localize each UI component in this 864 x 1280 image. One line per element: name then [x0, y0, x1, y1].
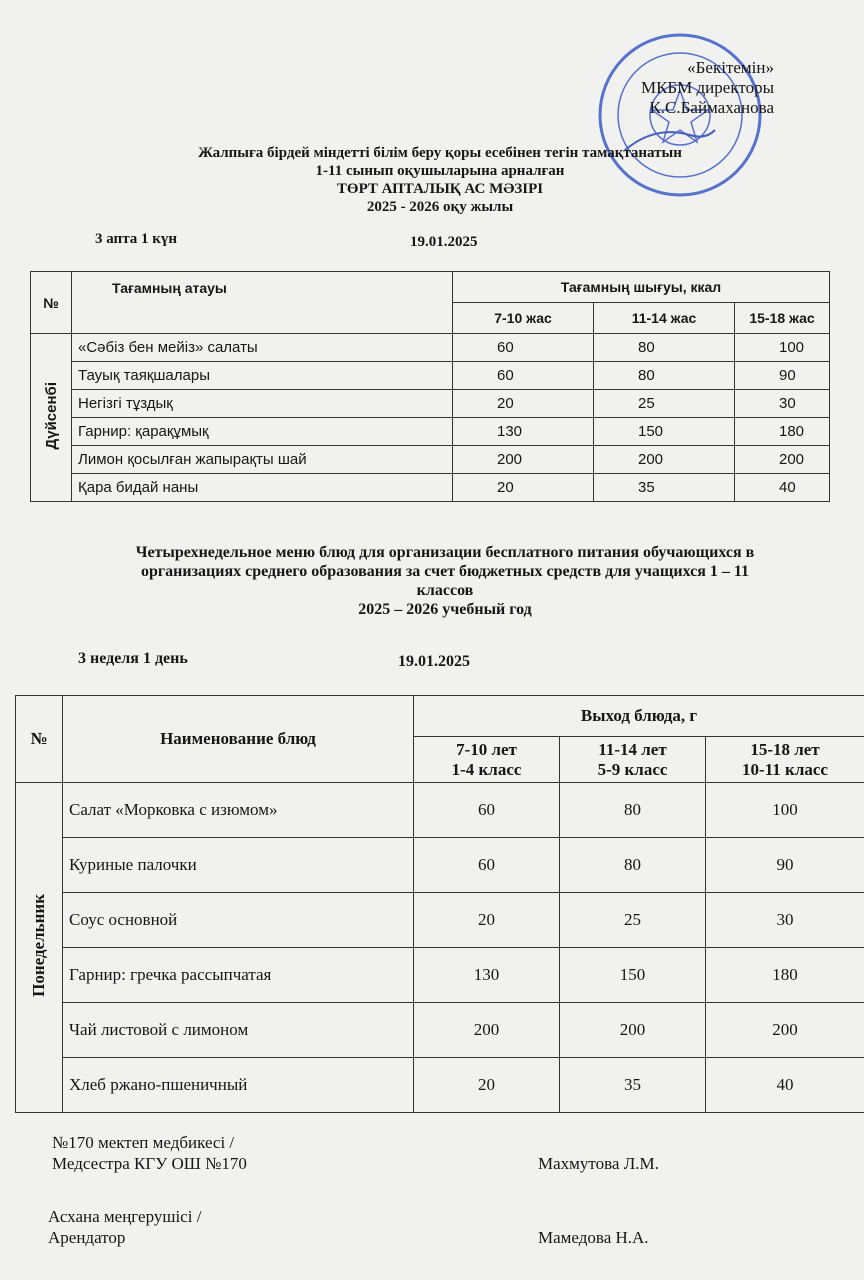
kz-row-v2: 35 [594, 474, 735, 502]
approval-title: «Бекітемін» [687, 58, 774, 77]
ru-title-line1: Четырехнедельное меню блюд для организации бесплатного питания обучающихся в [135, 544, 755, 561]
ru-row-v3: 30 [706, 893, 864, 948]
kz-row-v2: 25 [594, 390, 735, 418]
kz-title [60, 144, 820, 216]
ru-age-1 [414, 737, 560, 783]
ru-row-v3: 40 [706, 1058, 864, 1113]
ru-title-line4: 2025 – 2026 учебный год [358, 601, 532, 618]
ru-row-name: Чай листовой с лимоном [63, 1003, 414, 1058]
kz-row-v1: 200 [453, 446, 594, 474]
kz-row-name: Негізгі тұздық [72, 390, 453, 418]
kz-row-v2: 200 [594, 446, 735, 474]
ru-row-v3: 180 [706, 948, 864, 1003]
kz-col-name: Тағамның атауы [72, 272, 453, 334]
kz-age-3: 15-18 жас [735, 303, 830, 334]
ru-row-name: Куриные палочки [63, 838, 414, 893]
ru-age-3-years: 15-18 лет [750, 739, 820, 759]
ru-row-v1: 60 [414, 838, 560, 893]
ru-age-3-grades: 10-11 класс [742, 759, 828, 779]
ru-row-v3: 100 [706, 783, 864, 838]
ru-row-v1: 20 [414, 1058, 560, 1113]
ru-row-v2: 25 [560, 893, 706, 948]
ru-row-v2: 80 [560, 783, 706, 838]
kz-day: Дүйсенбі [42, 381, 60, 450]
kz-row-name: «Сәбіз бен мейіз» салаты [72, 334, 453, 362]
kz-row-v1: 20 [453, 474, 594, 502]
ru-title-line2: организациях среднего образования за счет бюджетных средств для учащихся 1 – 11 [140, 563, 749, 580]
ru-title [50, 543, 840, 619]
ru-date: 19.01.2025 [398, 653, 470, 670]
cook-signature-block [48, 1206, 201, 1248]
kz-age-2: 11-14 жас [594, 303, 735, 334]
ru-age-2-grades: 5-9 класс [597, 759, 668, 779]
ru-row-v3: 200 [706, 1003, 864, 1058]
kz-row-v1: 20 [453, 390, 594, 418]
ru-row-v2: 150 [560, 948, 706, 1003]
ru-row-v2: 35 [560, 1058, 706, 1113]
kz-title-line2: 1-11 сынып оқушыларына арналған [315, 163, 565, 179]
kz-title-line3: ТӨРТ АПТАЛЫҚ АС МӘЗІРІ [336, 181, 544, 197]
kz-col-yield: Тағамның шығуы, ккал [453, 272, 830, 303]
nurse-signature-block [52, 1132, 247, 1174]
kz-row-name: Қара бидай наны [72, 474, 453, 502]
approval-position: МКБМ директоры [640, 78, 774, 97]
kz-title-line1: Жалпыға бірдей міндетті білім беру қоры есебінен тегін тамақтанатын [198, 145, 682, 161]
ru-menu-table [15, 695, 864, 1113]
kz-row-name: Гарнир: қарақұмық [72, 418, 453, 446]
kz-row-v3: 90 [735, 362, 830, 390]
cook-name: Мамедова Н.А. [538, 1228, 649, 1247]
ru-age-2-years: 11-14 лет [598, 739, 667, 759]
ru-title-line3: классов [416, 582, 474, 599]
ru-col-name: Наименование блюд [63, 696, 414, 783]
ru-day: Понедельник [29, 893, 48, 997]
ru-day-cell [16, 783, 63, 1113]
kz-row-name: Лимон қосылған жапырақты шай [72, 446, 453, 474]
kz-row-v3: 30 [735, 390, 830, 418]
ru-row-v1: 130 [414, 948, 560, 1003]
ru-col-yield: Выход блюда, г [414, 696, 864, 737]
kz-row-v1: 60 [453, 334, 594, 362]
ru-row-v1: 20 [414, 893, 560, 948]
cook-title-kz: Асхана меңгерушісі / [48, 1207, 202, 1226]
ru-age-2 [560, 737, 706, 783]
approval-signer: К.С.Баймаханова [649, 98, 774, 117]
nurse-name: Махмутова Л.М. [538, 1154, 659, 1173]
ru-row-name: Гарнир: гречка рассыпчатая [63, 948, 414, 1003]
ru-age-3 [706, 737, 864, 783]
ru-row-v1: 200 [414, 1003, 560, 1058]
kz-row-v1: 60 [453, 362, 594, 390]
nurse-title-ru: Медсестра КГУ ОШ №170 [52, 1154, 247, 1173]
ru-row-name: Салат «Морковка с изюмом» [63, 783, 414, 838]
kz-title-line4: 2025 - 2026 оқу жылы [366, 199, 514, 215]
nurse-title-kz: №170 мектеп медбикесі / [52, 1133, 235, 1152]
ru-age-1-years: 7-10 лет [456, 739, 517, 759]
kz-row-name: Тауық таяқшалары [72, 362, 453, 390]
kz-row-v3: 100 [735, 334, 830, 362]
kz-row-v3: 200 [735, 446, 830, 474]
kz-row-v3: 180 [735, 418, 830, 446]
ru-row-v1: 60 [414, 783, 560, 838]
ru-col-no: № [16, 696, 63, 783]
kz-day-cell [31, 334, 72, 502]
kz-week-day: 3 апта 1 күн [95, 231, 178, 247]
ru-week-day: 3 неделя 1 день [78, 650, 188, 667]
kz-row-v2: 80 [594, 362, 735, 390]
kz-row-v3: 40 [735, 474, 830, 502]
kz-row-v1: 130 [453, 418, 594, 446]
approval-block [641, 58, 774, 118]
kz-row-v2: 80 [594, 334, 735, 362]
cook-title-ru: Арендатор [48, 1228, 126, 1247]
ru-row-v3: 90 [706, 838, 864, 893]
ru-row-name: Хлеб ржано-пшеничный [63, 1058, 414, 1113]
kz-date: 19.01.2025 [410, 234, 478, 250]
ru-row-v2: 80 [560, 838, 706, 893]
ru-row-name: Соус основной [63, 893, 414, 948]
kz-col-no: № [31, 272, 72, 334]
ru-age-1-grades: 1-4 класс [451, 759, 522, 779]
kz-row-v2: 150 [594, 418, 735, 446]
kz-menu-table [30, 271, 830, 502]
ru-row-v2: 200 [560, 1003, 706, 1058]
kz-age-1: 7-10 жас [453, 303, 594, 334]
